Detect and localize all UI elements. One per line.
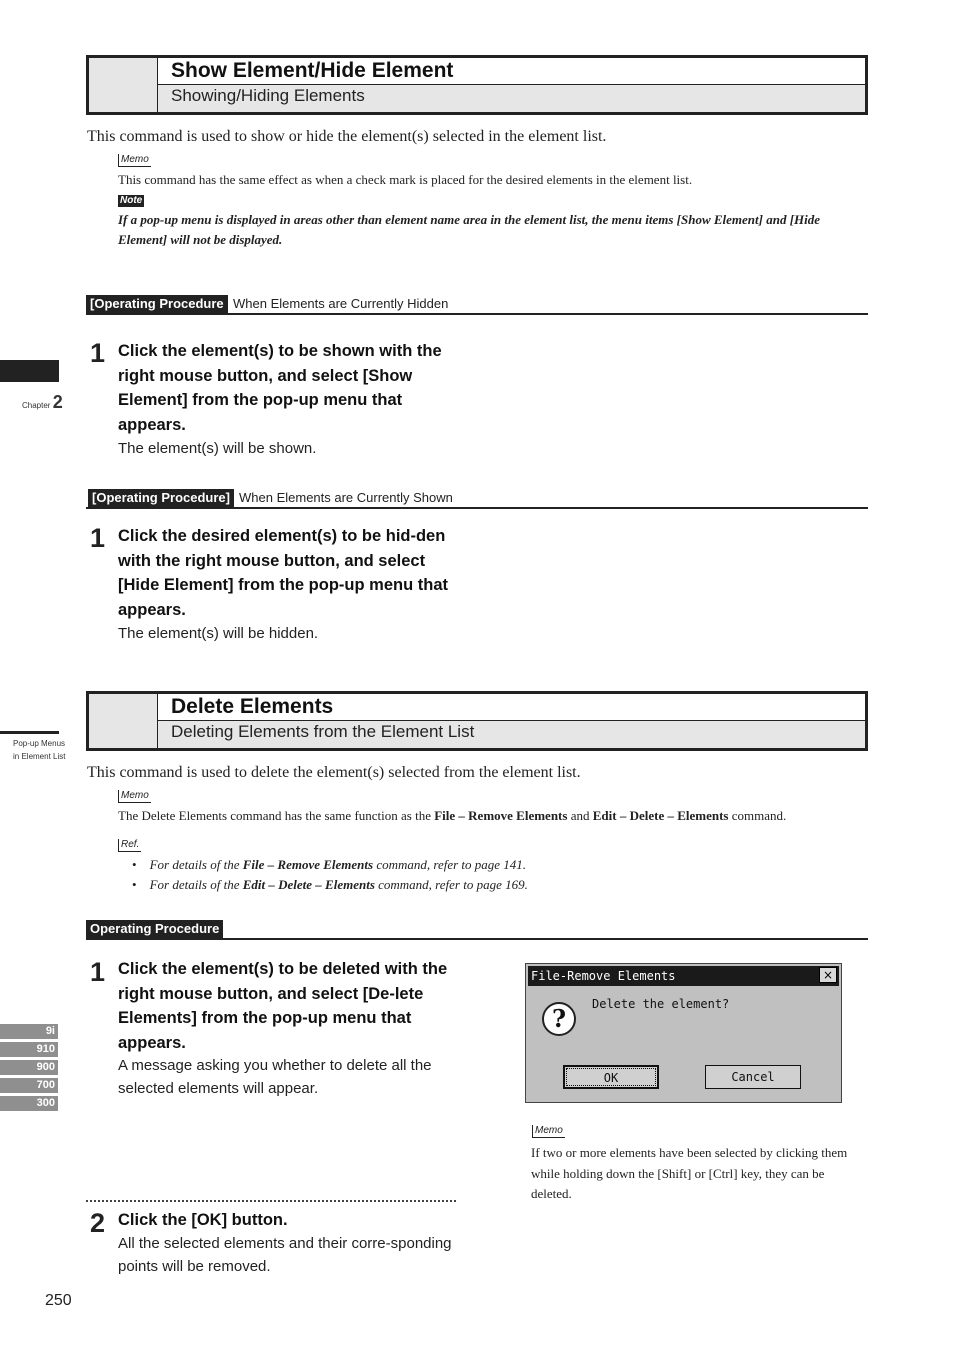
memo-icon: Memo: [118, 790, 151, 803]
step-instruction: Click the element(s) to be deleted with the right mouse button, and select [De-lete Elements] from the pop-up menu that appears.: [118, 960, 448, 1052]
model-tag: 910: [0, 1042, 58, 1057]
procedure-header-hidden: [86, 295, 868, 315]
step-result: A message asking you whether to delete all the selected elements will appear.: [118, 1057, 432, 1097]
step-number: 1: [90, 957, 106, 987]
section-header-show-hide: [86, 55, 868, 115]
model-tag: 700: [0, 1078, 58, 1093]
model-tag: 300: [0, 1096, 58, 1111]
intro-text: This command is used to delete the element(s) selected from the element list.: [87, 764, 581, 781]
section-header-delete: [86, 691, 868, 751]
section-title: Delete Elements: [171, 695, 334, 718]
side-memo-text: If two or more elements have been selected by clicking them while holding down the [Shift] or [Ctrl] key, they can be deleted.: [531, 1145, 848, 1201]
procedure-caption: When Elements are Currently Shown: [239, 490, 453, 505]
memo-icon: Memo: [118, 154, 151, 167]
section-label-2: in Element List: [13, 752, 66, 761]
section-label-1: Pop-up Menus: [13, 739, 66, 748]
procedure-caption: When Elements are Currently Hidden: [233, 296, 449, 311]
section-subtitle: Showing/Hiding Elements: [171, 86, 365, 105]
step-instruction: Click the element(s) to be shown with the right mouse button, and select [Show Element] from the pop-up menu that appears.: [118, 342, 442, 434]
question-icon: ?: [542, 1002, 576, 1036]
section-title: Show Element/Hide Element: [171, 59, 454, 82]
ref-item: • For details of the File – Remove Elements command, refer to page 141.: [132, 857, 527, 872]
cancel-button[interactable]: Cancel: [705, 1065, 801, 1089]
intro-text: This command is used to show or hide the element(s) selected in the element list.: [87, 128, 607, 145]
chapter-number: 2: [52, 392, 63, 412]
memo-text: This command has the same effect as when a check mark is placed for the desired elements in the element list.: [118, 172, 693, 187]
model-tag: 9i: [0, 1024, 58, 1039]
step-number: 1: [90, 523, 106, 553]
procedure-header-shown: [86, 489, 868, 509]
procedure-header-delete: [86, 920, 868, 940]
step-instruction: Click the [OK] button.: [118, 1211, 288, 1229]
model-tag: 900: [0, 1060, 58, 1075]
ref-item: • For details of the Edit – Delete – Elements command, refer to page 169.: [132, 877, 528, 892]
step-instruction: Click the desired element(s) to be hid-den with the right mouse button, and select [Hide Element] from the pop-up menu that appears.: [118, 527, 448, 619]
procedure-label: [Operating Procedure: [86, 295, 228, 313]
ok-button[interactable]: OK: [563, 1065, 659, 1089]
ref-icon: Ref.: [118, 839, 141, 852]
step-result: All the selected elements and their corre-sponding points will be removed.: [118, 1235, 452, 1275]
page-number: 250: [45, 1292, 72, 1309]
dialog-title: File-Remove Elements: [528, 966, 839, 986]
section-subtitle: Deleting Elements from the Element List: [171, 722, 475, 741]
chapter-bar: [0, 360, 59, 382]
procedure-label: [Operating Procedure]: [88, 489, 234, 507]
close-icon[interactable]: ×: [819, 967, 837, 983]
procedure-label: Operating Procedure: [86, 920, 223, 938]
step-divider: [86, 1200, 456, 1202]
section-bar: [0, 731, 59, 734]
note-text: If a pop-up menu is displayed in areas other than element name area in the element list, the menu items [Show Element] and [Hide Element] will not be displayed.: [118, 212, 821, 247]
remove-elements-dialog: [525, 963, 842, 1103]
memo-text: The Delete Elements command has the same function as the File – Remove Elements and Edit – Delete – Elements command.: [118, 808, 787, 823]
step-number: 1: [90, 338, 106, 368]
dialog-message: Delete the element?: [592, 997, 730, 1011]
step-number: 2: [90, 1208, 106, 1238]
memo-icon: Memo: [532, 1125, 565, 1138]
note-icon: Note: [120, 195, 143, 206]
step-result: The element(s) will be hidden.: [118, 625, 319, 642]
chapter-label: Chapter 2: [22, 392, 63, 412]
step-result: The element(s) will be shown.: [118, 440, 317, 457]
